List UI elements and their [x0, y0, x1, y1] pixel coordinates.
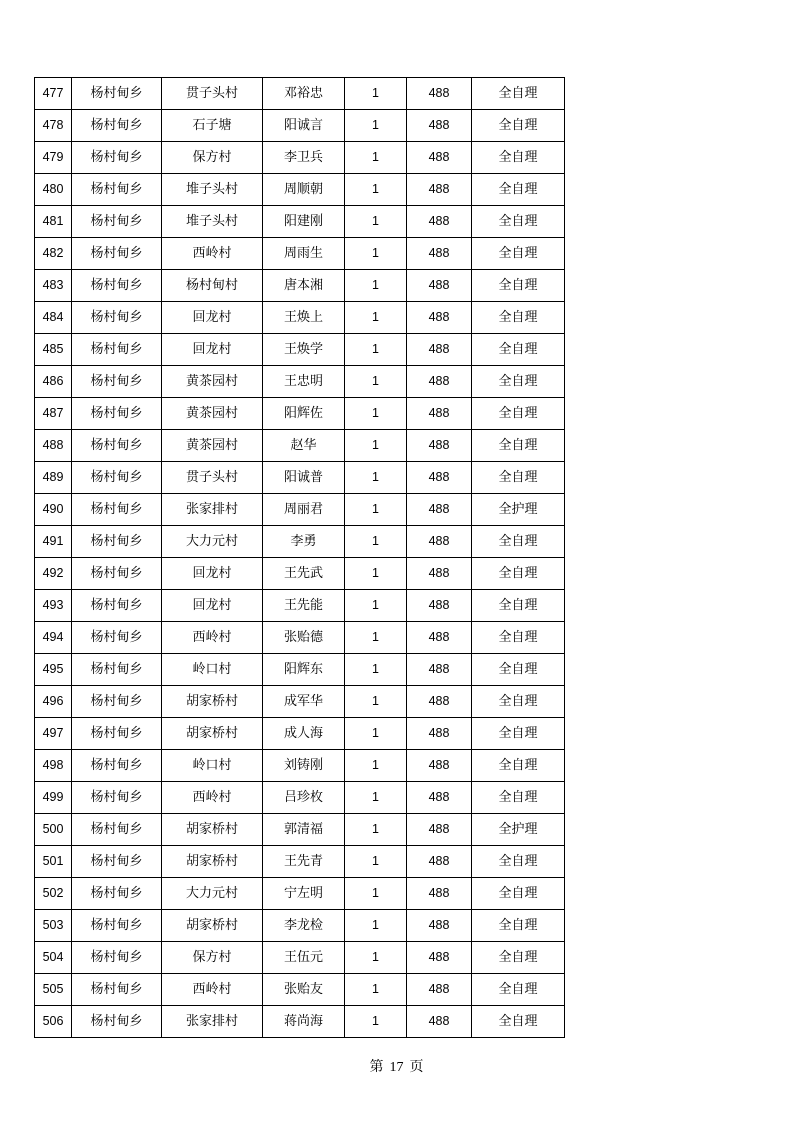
- row-index-cell: 485: [35, 334, 72, 366]
- township-cell: 杨村甸乡: [72, 942, 162, 974]
- care-type-cell: 全自理: [472, 110, 565, 142]
- row-index-cell: 502: [35, 878, 72, 910]
- care-type-cell: 全自理: [472, 526, 565, 558]
- count-cell: 1: [345, 334, 407, 366]
- township-cell: 杨村甸乡: [72, 142, 162, 174]
- village-cell: 胡家桥村: [162, 686, 263, 718]
- amount-cell: 488: [407, 654, 472, 686]
- village-cell: 胡家桥村: [162, 718, 263, 750]
- amount-cell: 488: [407, 270, 472, 302]
- township-cell: 杨村甸乡: [72, 878, 162, 910]
- page-label-prefix: 第: [369, 1059, 384, 1075]
- row-index-cell: 493: [35, 590, 72, 622]
- village-cell: 堆子头村: [162, 174, 263, 206]
- table-row: [35, 750, 565, 782]
- township-cell: 杨村甸乡: [72, 174, 162, 206]
- table-row: [35, 782, 565, 814]
- amount-cell: 488: [407, 110, 472, 142]
- care-type-cell: 全自理: [472, 366, 565, 398]
- count-cell: 1: [345, 878, 407, 910]
- count-cell: 1: [345, 622, 407, 654]
- name-cell: 王先青: [263, 846, 345, 878]
- row-index-cell: 496: [35, 686, 72, 718]
- count-cell: 1: [345, 558, 407, 590]
- care-type-cell: 全自理: [472, 718, 565, 750]
- township-cell: 杨村甸乡: [72, 974, 162, 1006]
- village-cell: 岭口村: [162, 750, 263, 782]
- township-cell: 杨村甸乡: [72, 302, 162, 334]
- township-cell: 杨村甸乡: [72, 110, 162, 142]
- name-cell: 蒋尚海: [263, 1006, 345, 1038]
- count-cell: 1: [345, 142, 407, 174]
- village-cell: 大力元村: [162, 878, 263, 910]
- township-cell: 杨村甸乡: [72, 654, 162, 686]
- township-cell: 杨村甸乡: [72, 78, 162, 110]
- table-row: [35, 430, 565, 462]
- row-index-cell: 506: [35, 1006, 72, 1038]
- table-row: [35, 622, 565, 654]
- row-index-cell: 494: [35, 622, 72, 654]
- village-cell: 黄茶园村: [162, 366, 263, 398]
- count-cell: 1: [345, 686, 407, 718]
- village-cell: 胡家桥村: [162, 846, 263, 878]
- amount-cell: 488: [407, 782, 472, 814]
- name-cell: 吕珍枚: [263, 782, 345, 814]
- amount-cell: 488: [407, 174, 472, 206]
- township-cell: 杨村甸乡: [72, 270, 162, 302]
- township-cell: 杨村甸乡: [72, 686, 162, 718]
- table-row: [35, 1006, 565, 1038]
- amount-cell: 488: [407, 398, 472, 430]
- amount-cell: 488: [407, 1006, 472, 1038]
- row-index-cell: 483: [35, 270, 72, 302]
- care-type-cell: 全自理: [472, 206, 565, 238]
- care-type-cell: 全自理: [472, 398, 565, 430]
- table-row: [35, 238, 565, 270]
- amount-cell: 488: [407, 942, 472, 974]
- village-cell: 西岭村: [162, 622, 263, 654]
- records-table: [34, 77, 565, 1038]
- name-cell: 阳建刚: [263, 206, 345, 238]
- row-index-cell: 497: [35, 718, 72, 750]
- village-cell: 石子塘: [162, 110, 263, 142]
- count-cell: 1: [345, 78, 407, 110]
- row-index-cell: 505: [35, 974, 72, 1006]
- count-cell: 1: [345, 814, 407, 846]
- name-cell: 李卫兵: [263, 142, 345, 174]
- village-cell: 胡家桥村: [162, 910, 263, 942]
- name-cell: 阳辉东: [263, 654, 345, 686]
- table-row: [35, 718, 565, 750]
- row-index-cell: 503: [35, 910, 72, 942]
- township-cell: 杨村甸乡: [72, 526, 162, 558]
- count-cell: 1: [345, 270, 407, 302]
- row-index-cell: 486: [35, 366, 72, 398]
- amount-cell: 488: [407, 494, 472, 526]
- amount-cell: 488: [407, 238, 472, 270]
- page-footer: [0, 1056, 793, 1076]
- count-cell: 1: [345, 302, 407, 334]
- village-cell: 保方村: [162, 142, 263, 174]
- amount-cell: 488: [407, 846, 472, 878]
- table-row: [35, 462, 565, 494]
- care-type-cell: 全自理: [472, 334, 565, 366]
- village-cell: 岭口村: [162, 654, 263, 686]
- township-cell: 杨村甸乡: [72, 814, 162, 846]
- care-type-cell: 全自理: [472, 878, 565, 910]
- name-cell: 王焕学: [263, 334, 345, 366]
- count-cell: 1: [345, 718, 407, 750]
- township-cell: 杨村甸乡: [72, 366, 162, 398]
- name-cell: 张贻友: [263, 974, 345, 1006]
- care-type-cell: 全护理: [472, 494, 565, 526]
- row-index-cell: 487: [35, 398, 72, 430]
- care-type-cell: 全自理: [472, 78, 565, 110]
- name-cell: 王忠明: [263, 366, 345, 398]
- table-row: [35, 558, 565, 590]
- table-row: [35, 590, 565, 622]
- name-cell: 王焕上: [263, 302, 345, 334]
- care-type-cell: 全自理: [472, 942, 565, 974]
- name-cell: 赵华: [263, 430, 345, 462]
- township-cell: 杨村甸乡: [72, 718, 162, 750]
- village-cell: 黄茶园村: [162, 398, 263, 430]
- count-cell: 1: [345, 206, 407, 238]
- amount-cell: 488: [407, 78, 472, 110]
- township-cell: 杨村甸乡: [72, 1006, 162, 1038]
- township-cell: 杨村甸乡: [72, 462, 162, 494]
- care-type-cell: 全自理: [472, 558, 565, 590]
- amount-cell: 488: [407, 590, 472, 622]
- township-cell: 杨村甸乡: [72, 750, 162, 782]
- count-cell: 1: [345, 846, 407, 878]
- table-row: [35, 334, 565, 366]
- count-cell: 1: [345, 654, 407, 686]
- care-type-cell: 全自理: [472, 238, 565, 270]
- count-cell: 1: [345, 366, 407, 398]
- village-cell: 张家排村: [162, 1006, 263, 1038]
- township-cell: 杨村甸乡: [72, 430, 162, 462]
- table-row: [35, 110, 565, 142]
- care-type-cell: 全自理: [472, 590, 565, 622]
- table-row: [35, 206, 565, 238]
- row-index-cell: 491: [35, 526, 72, 558]
- page-number: 17: [389, 1060, 404, 1075]
- count-cell: 1: [345, 110, 407, 142]
- township-cell: 杨村甸乡: [72, 238, 162, 270]
- care-type-cell: 全自理: [472, 142, 565, 174]
- table-row: [35, 494, 565, 526]
- village-cell: 西岭村: [162, 782, 263, 814]
- township-cell: 杨村甸乡: [72, 558, 162, 590]
- row-index-cell: 488: [35, 430, 72, 462]
- count-cell: 1: [345, 174, 407, 206]
- table-row: [35, 302, 565, 334]
- amount-cell: 488: [407, 206, 472, 238]
- name-cell: 李龙检: [263, 910, 345, 942]
- care-type-cell: 全自理: [472, 622, 565, 654]
- row-index-cell: 482: [35, 238, 72, 270]
- name-cell: 成军华: [263, 686, 345, 718]
- care-type-cell: 全自理: [472, 174, 565, 206]
- township-cell: 杨村甸乡: [72, 398, 162, 430]
- care-type-cell: 全自理: [472, 846, 565, 878]
- table-row: [35, 78, 565, 110]
- table-row: [35, 366, 565, 398]
- records-table-body: [35, 78, 565, 1038]
- township-cell: 杨村甸乡: [72, 910, 162, 942]
- count-cell: 1: [345, 782, 407, 814]
- care-type-cell: 全自理: [472, 270, 565, 302]
- table-row: [35, 526, 565, 558]
- name-cell: 唐本湘: [263, 270, 345, 302]
- count-cell: 1: [345, 750, 407, 782]
- amount-cell: 488: [407, 142, 472, 174]
- name-cell: 宁左明: [263, 878, 345, 910]
- row-index-cell: 478: [35, 110, 72, 142]
- amount-cell: 488: [407, 462, 472, 494]
- count-cell: 1: [345, 238, 407, 270]
- township-cell: 杨村甸乡: [72, 494, 162, 526]
- name-cell: 邓裕忠: [263, 78, 345, 110]
- count-cell: 1: [345, 590, 407, 622]
- township-cell: 杨村甸乡: [72, 622, 162, 654]
- table-row: [35, 974, 565, 1006]
- township-cell: 杨村甸乡: [72, 782, 162, 814]
- count-cell: 1: [345, 942, 407, 974]
- village-cell: 张家排村: [162, 494, 263, 526]
- name-cell: 阳诚普: [263, 462, 345, 494]
- count-cell: 1: [345, 526, 407, 558]
- table-row: [35, 910, 565, 942]
- care-type-cell: 全自理: [472, 302, 565, 334]
- amount-cell: 488: [407, 430, 472, 462]
- township-cell: 杨村甸乡: [72, 846, 162, 878]
- count-cell: 1: [345, 398, 407, 430]
- amount-cell: 488: [407, 910, 472, 942]
- village-cell: 胡家桥村: [162, 814, 263, 846]
- name-cell: 李勇: [263, 526, 345, 558]
- village-cell: 大力元村: [162, 526, 263, 558]
- village-cell: 西岭村: [162, 974, 263, 1006]
- table-row: [35, 942, 565, 974]
- care-type-cell: 全自理: [472, 430, 565, 462]
- township-cell: 杨村甸乡: [72, 590, 162, 622]
- table-row: [35, 846, 565, 878]
- count-cell: 1: [345, 430, 407, 462]
- count-cell: 1: [345, 974, 407, 1006]
- amount-cell: 488: [407, 814, 472, 846]
- count-cell: 1: [345, 494, 407, 526]
- row-index-cell: 479: [35, 142, 72, 174]
- amount-cell: 488: [407, 686, 472, 718]
- row-index-cell: 495: [35, 654, 72, 686]
- row-index-cell: 489: [35, 462, 72, 494]
- row-index-cell: 484: [35, 302, 72, 334]
- village-cell: 黄茶园村: [162, 430, 263, 462]
- row-index-cell: 499: [35, 782, 72, 814]
- amount-cell: 488: [407, 366, 472, 398]
- amount-cell: 488: [407, 334, 472, 366]
- table-row: [35, 142, 565, 174]
- amount-cell: 488: [407, 718, 472, 750]
- row-index-cell: 490: [35, 494, 72, 526]
- row-index-cell: 501: [35, 846, 72, 878]
- row-index-cell: 477: [35, 78, 72, 110]
- care-type-cell: 全自理: [472, 462, 565, 494]
- name-cell: 王先能: [263, 590, 345, 622]
- amount-cell: 488: [407, 558, 472, 590]
- page-label-suffix: 页: [409, 1059, 424, 1075]
- row-index-cell: 492: [35, 558, 72, 590]
- village-cell: 回龙村: [162, 302, 263, 334]
- table-row: [35, 878, 565, 910]
- name-cell: 阳诚言: [263, 110, 345, 142]
- care-type-cell: 全自理: [472, 750, 565, 782]
- row-index-cell: 480: [35, 174, 72, 206]
- table-row: [35, 174, 565, 206]
- row-index-cell: 481: [35, 206, 72, 238]
- table-row: [35, 398, 565, 430]
- care-type-cell: 全自理: [472, 782, 565, 814]
- name-cell: 刘铸刚: [263, 750, 345, 782]
- table-row: [35, 686, 565, 718]
- village-cell: 贯子头村: [162, 78, 263, 110]
- row-index-cell: 498: [35, 750, 72, 782]
- name-cell: 成人海: [263, 718, 345, 750]
- name-cell: 郭清福: [263, 814, 345, 846]
- amount-cell: 488: [407, 526, 472, 558]
- village-cell: 堆子头村: [162, 206, 263, 238]
- name-cell: 王伍元: [263, 942, 345, 974]
- village-cell: 回龙村: [162, 334, 263, 366]
- care-type-cell: 全自理: [472, 910, 565, 942]
- amount-cell: 488: [407, 750, 472, 782]
- name-cell: 周顺朝: [263, 174, 345, 206]
- care-type-cell: 全自理: [472, 974, 565, 1006]
- amount-cell: 488: [407, 622, 472, 654]
- care-type-cell: 全自理: [472, 686, 565, 718]
- name-cell: 阳辉佐: [263, 398, 345, 430]
- name-cell: 周丽君: [263, 494, 345, 526]
- care-type-cell: 全自理: [472, 654, 565, 686]
- care-type-cell: 全自理: [472, 1006, 565, 1038]
- village-cell: 回龙村: [162, 590, 263, 622]
- count-cell: 1: [345, 462, 407, 494]
- village-cell: 保方村: [162, 942, 263, 974]
- row-index-cell: 504: [35, 942, 72, 974]
- village-cell: 回龙村: [162, 558, 263, 590]
- row-index-cell: 500: [35, 814, 72, 846]
- village-cell: 贯子头村: [162, 462, 263, 494]
- village-cell: 杨村甸村: [162, 270, 263, 302]
- table-row: [35, 270, 565, 302]
- village-cell: 西岭村: [162, 238, 263, 270]
- table-row: [35, 814, 565, 846]
- township-cell: 杨村甸乡: [72, 206, 162, 238]
- township-cell: 杨村甸乡: [72, 334, 162, 366]
- name-cell: 周雨生: [263, 238, 345, 270]
- name-cell: 张贻德: [263, 622, 345, 654]
- name-cell: 王先武: [263, 558, 345, 590]
- table-row: [35, 654, 565, 686]
- amount-cell: 488: [407, 974, 472, 1006]
- care-type-cell: 全护理: [472, 814, 565, 846]
- count-cell: 1: [345, 1006, 407, 1038]
- count-cell: 1: [345, 910, 407, 942]
- amount-cell: 488: [407, 302, 472, 334]
- amount-cell: 488: [407, 878, 472, 910]
